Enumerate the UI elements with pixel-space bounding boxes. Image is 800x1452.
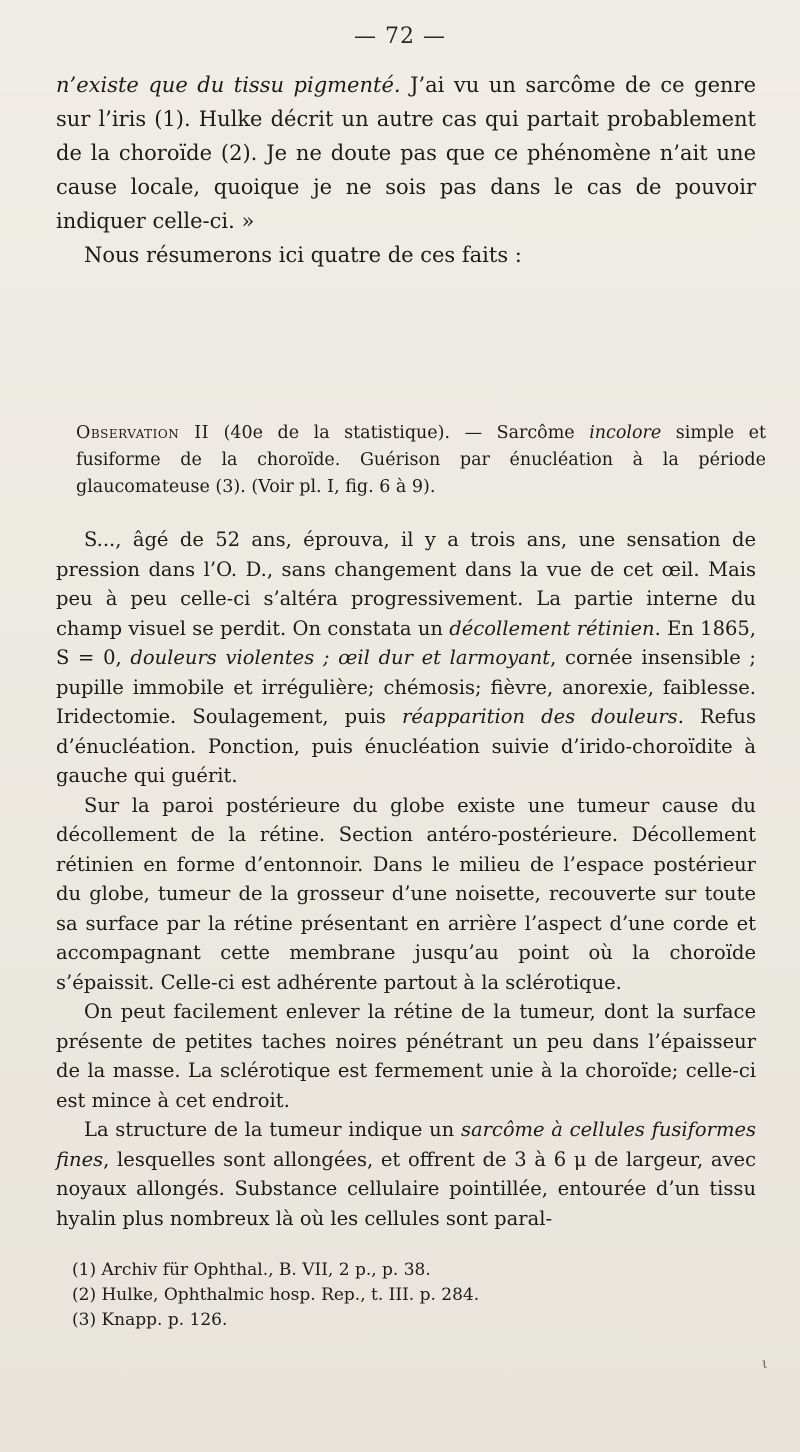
text-run: . Refus d’énucléation. Ponction, puis énucléation suivie d’irido-choroïdite à gauche qui guérit. [56,705,756,787]
paragraph-structure [56,1115,756,1233]
summary-sentence: Nous résumerons ici quatre de ces faits : [84,243,522,267]
intro-text: J’ai vu un sarcôme de ce genre sur l’iris (1). Hulke décrit un autre cas qui partait probablement de la choroïde (2). Je ne doute pas que ce phénomène n’ait une cause locale, quoique je ne sois pas dans le cas de pouvoir indiquer celle-ci. » [56,73,757,233]
footnote-1: (1) Archiv für Ophthal., B. VII, 2 p., p. 38. [72,1260,431,1280]
intro-italic-phrase: n’existe que du tissu pigmenté. [56,73,401,97]
intro-section [56,68,756,272]
text-run: La structure de la tumeur indique un [84,1118,461,1141]
italic-run: décollement rétinien [449,616,655,640]
text-run: , cornée insensible ; pupille immobile et irrégulière; chémosis; fièvre, anorexie, faiblesse. Iridectomie. Soulagement, puis [56,646,756,728]
observation-text-a: (40e de la statistique). — Sarcôme [209,423,590,443]
intro-paragraph [56,68,756,238]
italic-run: réapparition des douleurs [402,705,678,728]
text-run: . En 1865, S = 0, [56,616,756,669]
observation-text-b: simple et fusiforme de la choroïde. Guérison par énucléation à la période glaucomateuse (3). (Voir pl. I, fig. 6 à 9). [76,423,766,497]
observation-heading [56,420,766,501]
case-description [56,525,756,1233]
paragraph-retina: On peut facilement enlever la rétine de la tumeur, dont la surface présente de petites taches noires pénétrant un peu dans l’épaisseur de la masse. La sclérotique est fermement unie à la choroïde; celle-ci est mince à cet endroit. [56,1000,756,1112]
observation-italic: incolore [589,423,662,443]
text-run: , lesquelles sont allongées, et offrent de 3 à 6 μ de largeur, avec noyaux allongés. Substance cellulaire pointillée, entourée d’un tissu hyalin plus nombreux là où les cellules sont paral- [56,1147,756,1230]
paragraph-tumor: Sur la paroi postérieure du globe existe une tumeur cause du décollement de la rétine. Section antéro-postérieure. Décollement rétinien en forme d’entonnoir. Dans le milieu de l’espace postérieur du globe, tumeur de la grosseur d’une noisette, recouverte sur toute sa surface par la rétine présentant en arrière l’aspect d’une corde et accompagnant cette membrane jusqu’au point où la choroïde s’épaissit. Celle-ci est adhérente partout à la sclérotique. [56,793,756,994]
paragraph-history [56,525,756,791]
italic-run: douleurs violentes ; œil dur et larmoyant [130,646,551,669]
observation-label: Observation II [76,423,210,443]
text-run: S..., âgé de 52 ans, éprouva, il y a trois ans, une sensation de pression dans l’O. D., sans changement dans la vue de cet œil. Mais peu à peu celle-ci s’altéra progressivement. La partie interne du champ visuel se perdit. On constata un [56,528,756,640]
footnote-2: (2) Hulke, Ophthalmic hosp. Rep., t. III. p. 284. [72,1285,480,1305]
italic-run: sarcôme à cellules fusiformes fines [56,1118,756,1171]
footnote-3: (3) Knapp. p. 126. [72,1310,228,1330]
page-number: — 72 — [354,24,446,49]
stray-mark: ι [762,1356,768,1372]
footnotes [56,1258,772,1333]
